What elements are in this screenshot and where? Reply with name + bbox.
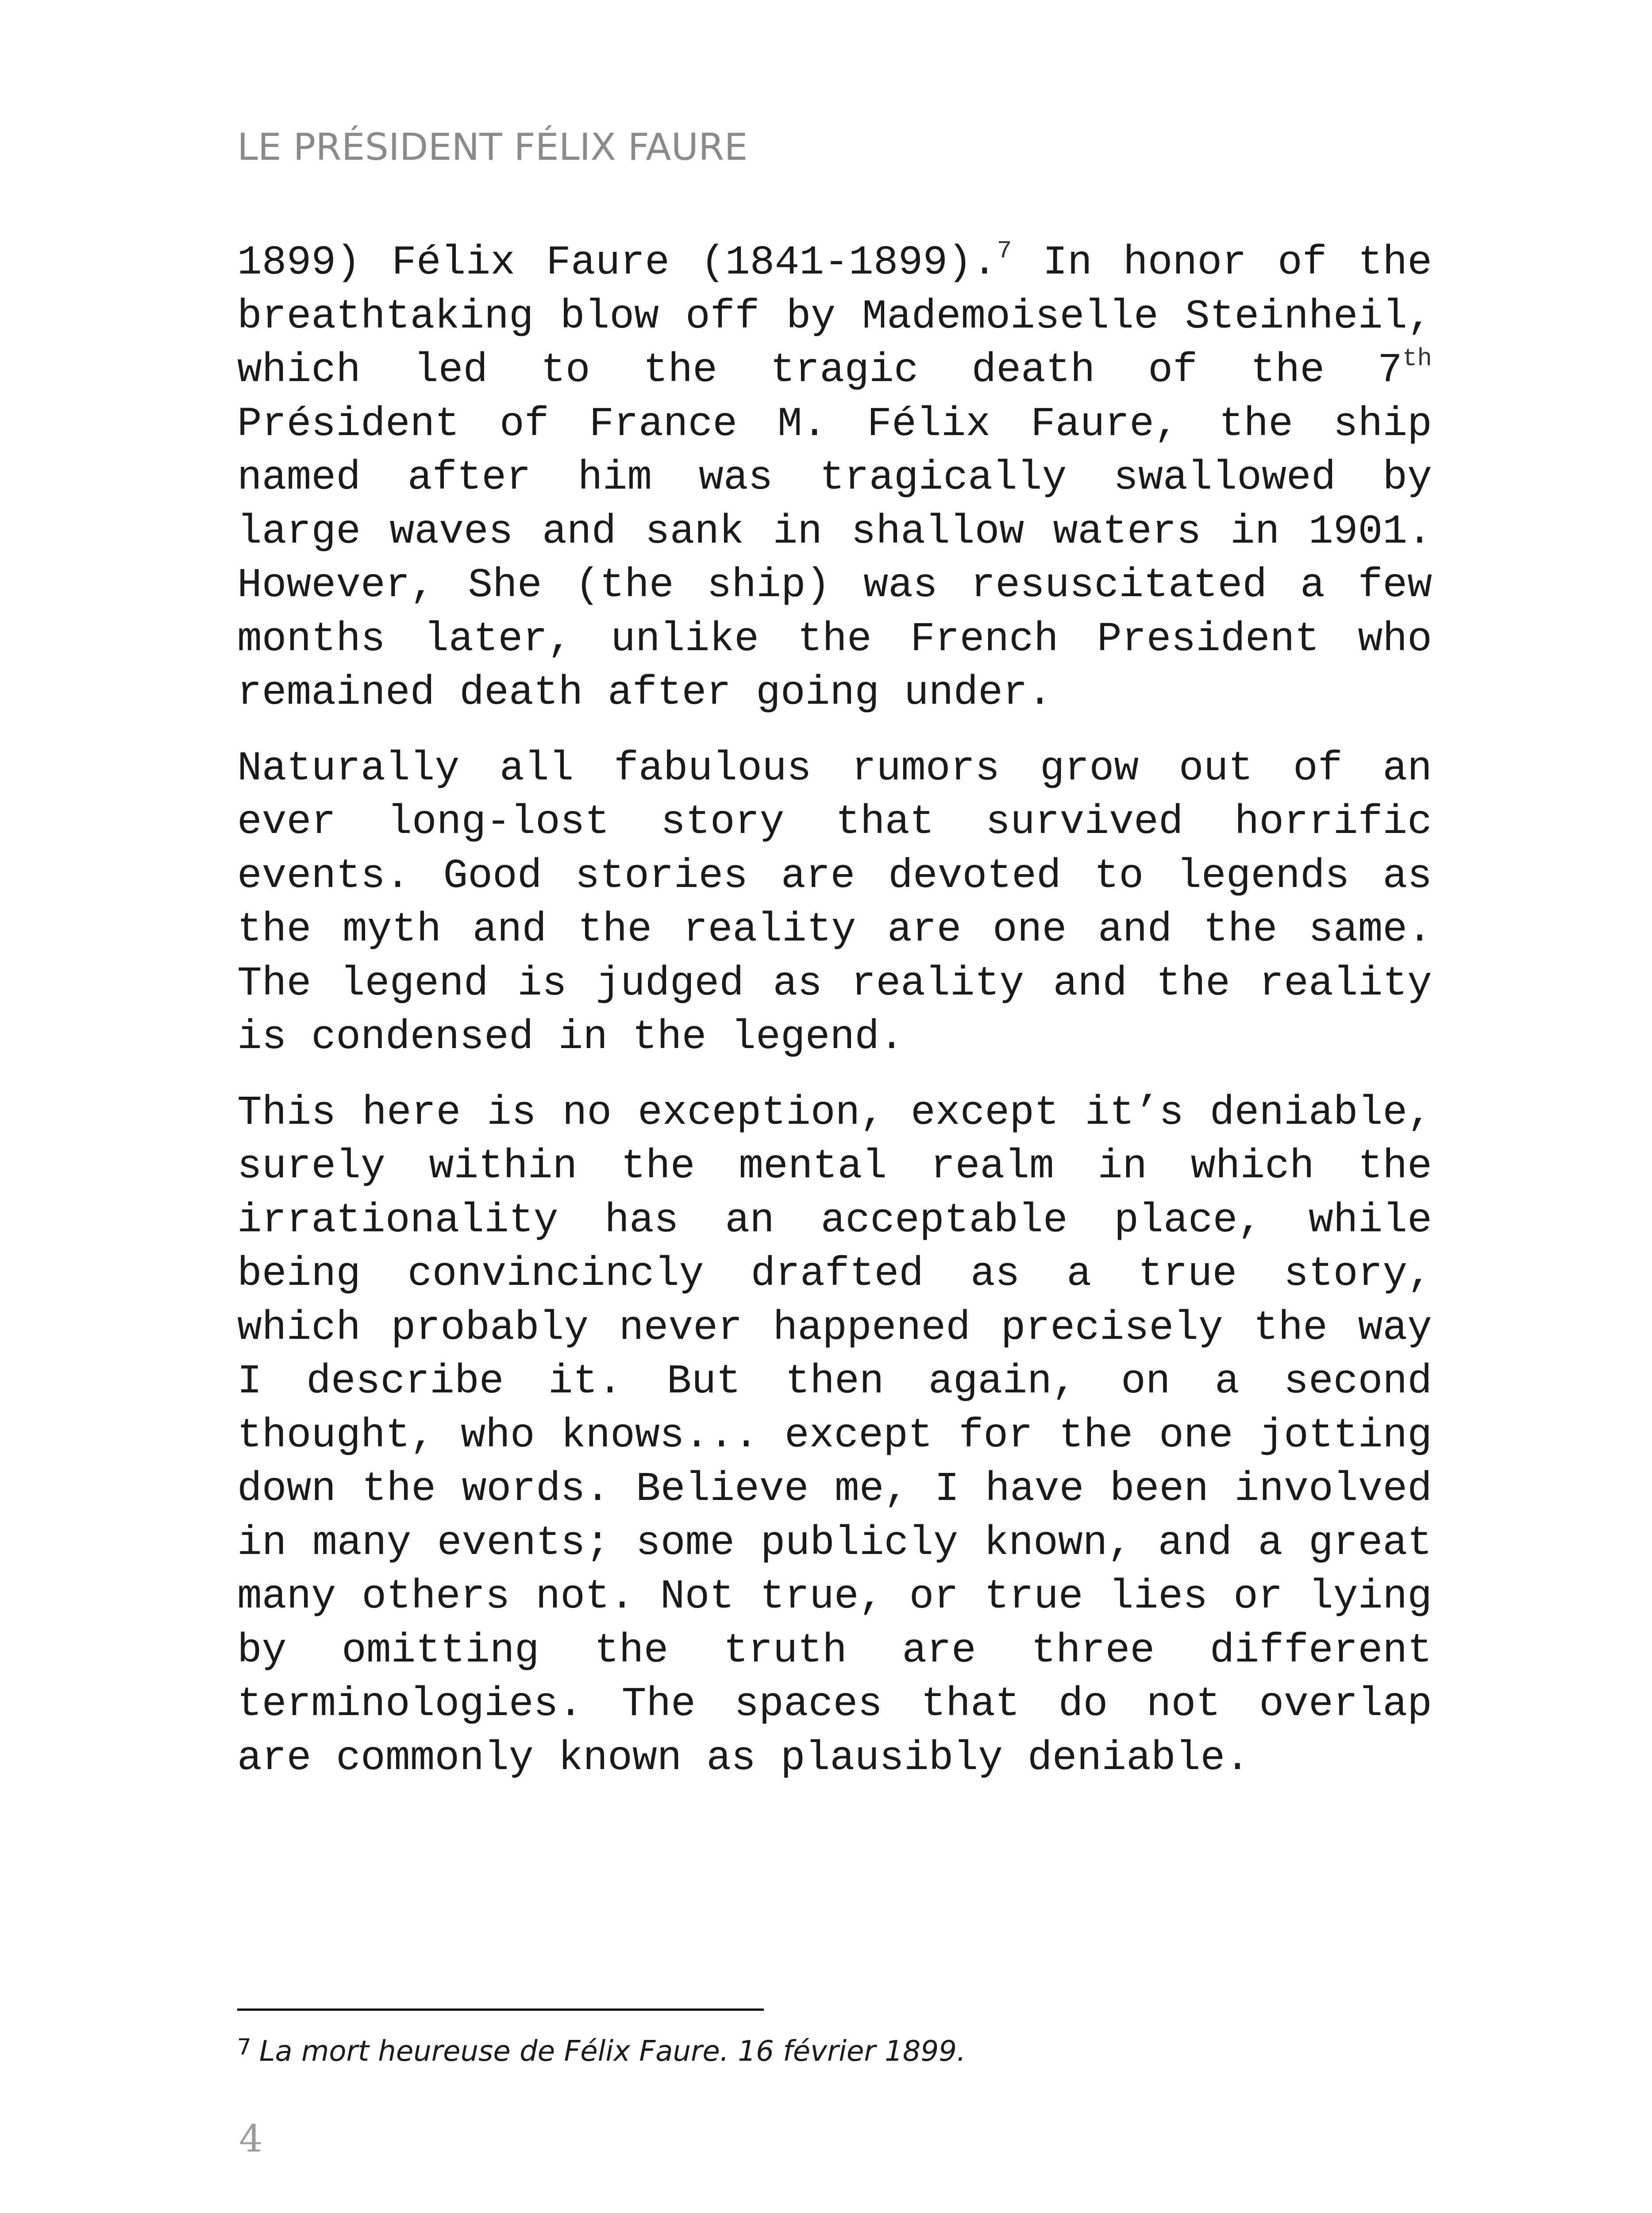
paragraph-3: This here is no exception, except it’s deniable, surely within the mental realm in which the irrationality has an acceptable place, while being convincincly drafted as a true story, which probably never happened precisely the way I describe it. But then again, on a second thought, who knows... except for the one jotting down the words. Believe me, I have been involved in many events; some publicly known, and a great many others not. Not true, or true lies or lying by omitting the truth are three different terminologies. The spaces that do not overlap are commonly known as plausibly deniable.: [237, 1089, 1432, 1781]
footnote-text: La mort heureuse de Félix Faure. 16 février 1899.: [259, 2035, 966, 2068]
footnote-divider: [237, 2009, 764, 2011]
paragraph-1-part-3: Président of France M. Félix Faure, the ship named after him was tragically swallowed by large waves and sank in shallow waters in 1901. However, She (the ship) was resuscitated a few months later, unlike the French President who remained death after going under.: [237, 401, 1432, 716]
footnote-reference[interactable]: 7: [997, 237, 1012, 265]
running-header: LE PRÉSIDENT FÉLIX FAURE: [237, 125, 748, 169]
paragraph-2: Naturally all fabulous rumors grow out of an ever long-lost story that survived horrific events. Good stories are devoted to legends as the myth and the reality are one and the same. The legend is judged as reality and the reality is condensed in the legend.: [237, 745, 1432, 1060]
paragraph-1: [237, 236, 1432, 720]
body-text: [237, 236, 1432, 1807]
footnote-mark: 7: [237, 2034, 251, 2060]
paragraph-1-part-2: In honor of the breathtaking blow off by Mademoiselle Steinheil, which led to the tragic death of the 7: [237, 239, 1432, 393]
paragraph-1-part-1: 1899) Félix Faure (1841-1899).: [237, 239, 997, 286]
ordinal-suffix: th: [1402, 344, 1432, 373]
footnote: [237, 2036, 966, 2066]
page-number: 4: [239, 2117, 263, 2160]
